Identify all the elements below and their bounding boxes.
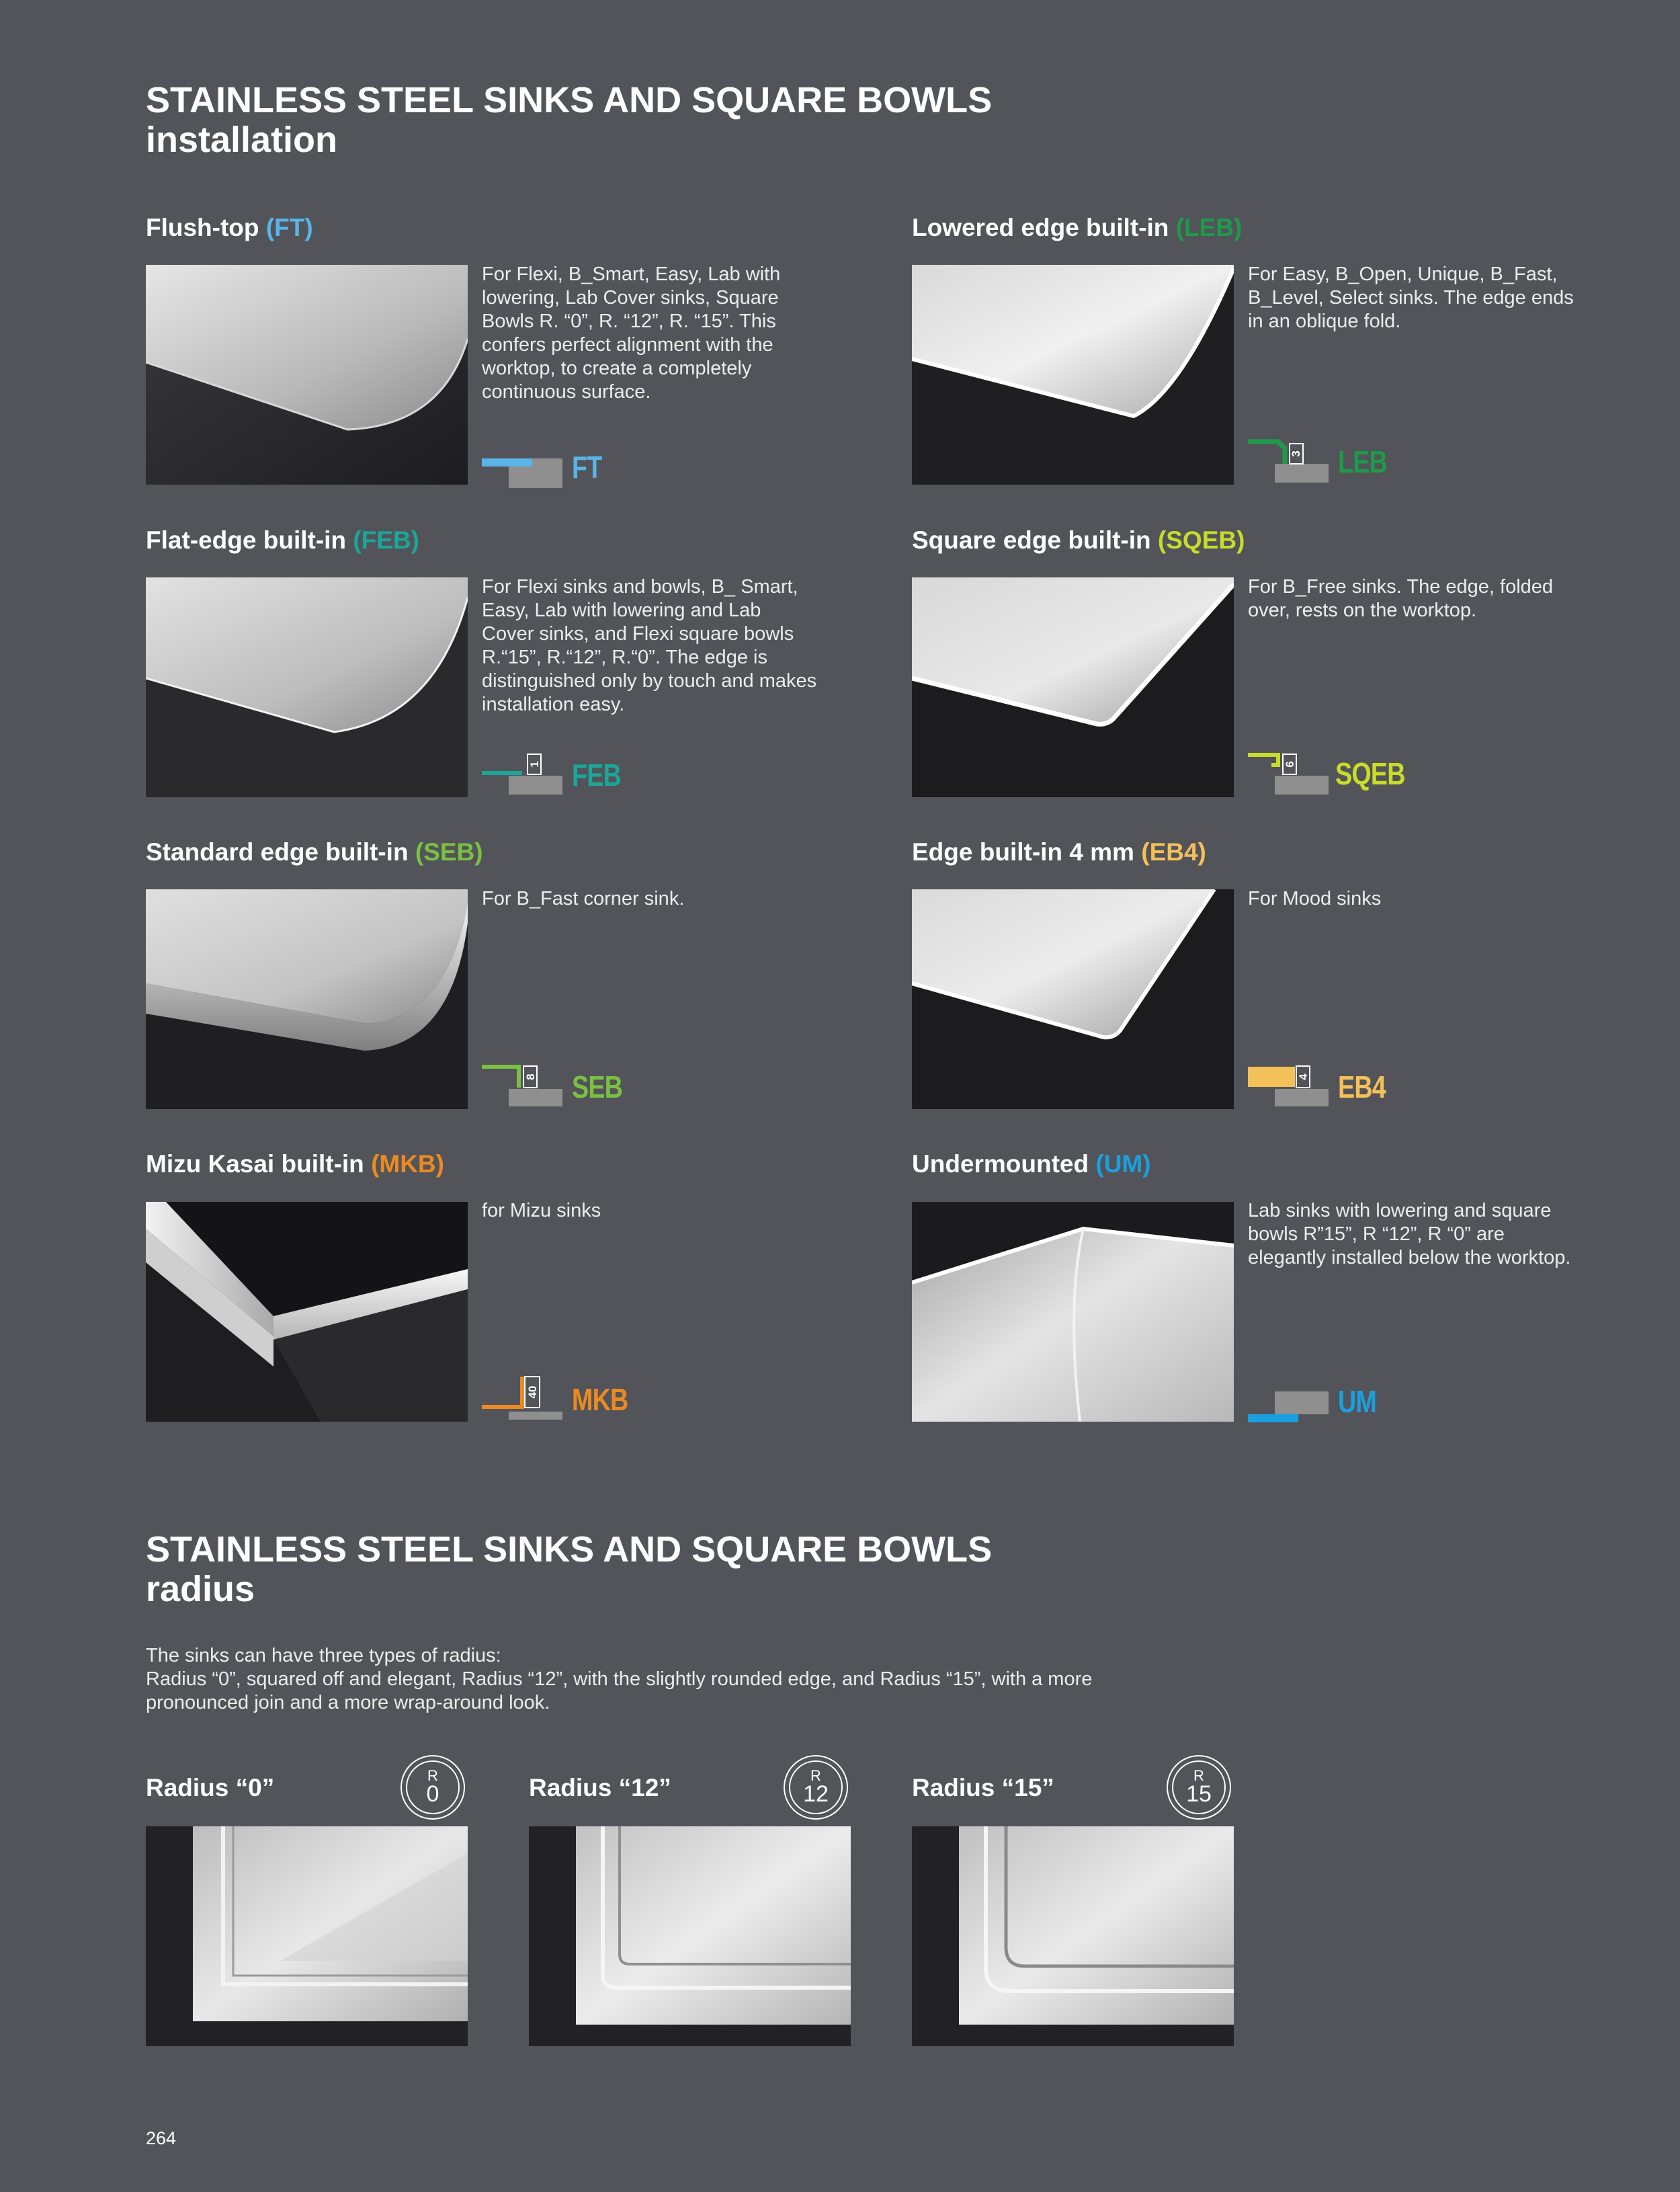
feb-profile-number: 1 (528, 761, 541, 768)
item-title-sqeb (912, 526, 1245, 555)
radius-12-photo (529, 1826, 851, 2046)
square-edge-photo (912, 577, 1234, 797)
item-title-um (912, 1149, 1151, 1179)
undermounted-photo (912, 1202, 1234, 1422)
item-title-eb4 (912, 838, 1206, 867)
item-title-seb (146, 838, 483, 867)
installation-section-title (146, 81, 992, 160)
item-code-paren: (UM) (1095, 1150, 1151, 1178)
item-name: Flat-edge built-in (146, 526, 347, 554)
sqeb-profile-icon (1248, 752, 1342, 792)
eb4-profile-icon (1248, 1063, 1342, 1104)
badge-value: 15 (1186, 1781, 1212, 1807)
code-label-ft: FT (572, 450, 602, 485)
radius-12-title: Radius “12” (529, 1774, 671, 1801)
seb-profile-icon (482, 1063, 576, 1104)
leb-profile-icon (1248, 438, 1342, 479)
item-code-paren: (FEB) (353, 526, 419, 554)
radius-0-title: Radius “0” (146, 1774, 275, 1801)
code-label-leb: LEB (1338, 444, 1387, 479)
seb-profile-number: 8 (524, 1073, 537, 1080)
item-title-feb (146, 526, 419, 555)
badge-value: 12 (803, 1781, 829, 1807)
item-description-leb: For Easy, B_Open, Unique, B_Fast, B_Level, Select sinks. The edge ends in an oblique fold. (1248, 263, 1574, 332)
leb-profile-number: 3 (1290, 450, 1302, 457)
radius-0-badge-icon (401, 1755, 465, 1820)
item-description-feb: For Flexi sinks and bowls, B_ Smart, Easy, Lab with lowering and Lab Cover sinks, and Flexi square bowls R.“15”, R.“12”, R.“0”. The edge is distinguished only by touch and makes installation easy. (482, 576, 817, 715)
item-title-mkb (146, 1149, 444, 1179)
item-name: Standard edge built-in (146, 838, 409, 866)
item-name: Square edge built-in (912, 526, 1151, 554)
item-description-seb: For B_Fast corner sink. (482, 888, 685, 909)
radius-intro-line2: Radius “0”, squared off and elegant, Radius “12”, with the slightly rounded edge, and Radius “15”, with a more pronounced join and a more wrap-around look. (146, 1668, 1093, 1713)
item-title-ft (146, 213, 313, 243)
item-name: Edge built-in 4 mm (912, 838, 1134, 866)
badge-letter: R (810, 1767, 821, 1784)
item-code-paren: (LEB) (1175, 214, 1243, 241)
item-name: Flush-top (146, 214, 259, 241)
radius-15-title: Radius “15” (912, 1774, 1054, 1801)
item-description-mkb: for Mizu sinks (482, 1200, 601, 1221)
badge-letter: R (1193, 1767, 1204, 1784)
code-label-eb4: EB4 (1338, 1069, 1386, 1104)
badge-value: 0 (426, 1781, 439, 1807)
edge-4mm-photo (912, 889, 1234, 1109)
item-description-um: Lab sinks with lowering and square bowls R”15”, R “12”, R “0” are elegantly installed below the worktop. (1248, 1200, 1571, 1268)
radius-12-badge-icon (784, 1755, 848, 1820)
flush-top-photo (146, 265, 468, 485)
radius-15-photo (912, 1826, 1234, 2046)
sqeb-profile-number: 6 (1284, 761, 1296, 768)
item-name: Lowered edge built-in (912, 214, 1169, 241)
section-title-line1: STAINLESS STEEL SINKS AND SQUARE BOWLS (146, 80, 993, 120)
badge-letter: R (427, 1767, 438, 1784)
page-number: 264 (146, 2128, 177, 2148)
section-title-line1: STAINLESS STEEL SINKS AND SQUARE BOWLS (146, 1529, 993, 1570)
radius-intro (146, 1644, 1154, 1715)
um-profile-icon (1248, 1390, 1342, 1430)
item-description-eb4: For Mood sinks (1248, 888, 1382, 909)
item-code-paren: (EB4) (1141, 838, 1206, 866)
mkb-profile-number: 40 (526, 1385, 539, 1399)
flat-edge-photo (146, 577, 468, 797)
radius-intro-line1: The sinks can have three types of radius: (146, 1645, 501, 1666)
code-label-sqeb: SQEB (1335, 756, 1405, 791)
item-name: Undermounted (912, 1150, 1089, 1178)
eb4-profile-number: 4 (1297, 1073, 1310, 1080)
item-description-ft: For Flexi, B_Smart, Easy, Lab with lowering, Lab Cover sinks, Square Bowls R. “0”, R. “12”, R. “15”. This confers perfect alignment with the worktop, to create a completely continuous surface. (482, 263, 781, 403)
radius-15-badge-icon (1167, 1755, 1231, 1820)
standard-edge-photo (146, 889, 468, 1109)
item-code-paren: (FT) (265, 214, 313, 241)
lowered-edge-photo (912, 265, 1234, 485)
code-label-seb: SEB (572, 1069, 623, 1104)
item-code-paren: (MKB) (371, 1150, 444, 1178)
radius-0-photo (146, 1826, 468, 2046)
code-label-feb: FEB (572, 758, 621, 793)
item-code-paren: (SQEB) (1157, 526, 1245, 554)
ft-profile-icon (482, 452, 576, 492)
section-title-line2: radius (146, 1569, 255, 1609)
code-label-um: UM (1338, 1384, 1377, 1419)
section-title-line2: installation (146, 120, 338, 160)
feb-profile-icon (482, 752, 576, 792)
mizu-kasai-photo (146, 1202, 468, 1422)
item-title-leb (912, 213, 1242, 243)
mkb-profile-icon (482, 1371, 576, 1412)
code-label-mkb: MKB (572, 1382, 628, 1417)
item-name: Mizu Kasai built-in (146, 1150, 364, 1178)
item-description-sqeb: For B_Free sinks. The edge, folded over, rests on the worktop. (1248, 576, 1554, 621)
item-code-paren: (SEB) (415, 838, 483, 866)
radius-section-title (146, 1530, 992, 1609)
